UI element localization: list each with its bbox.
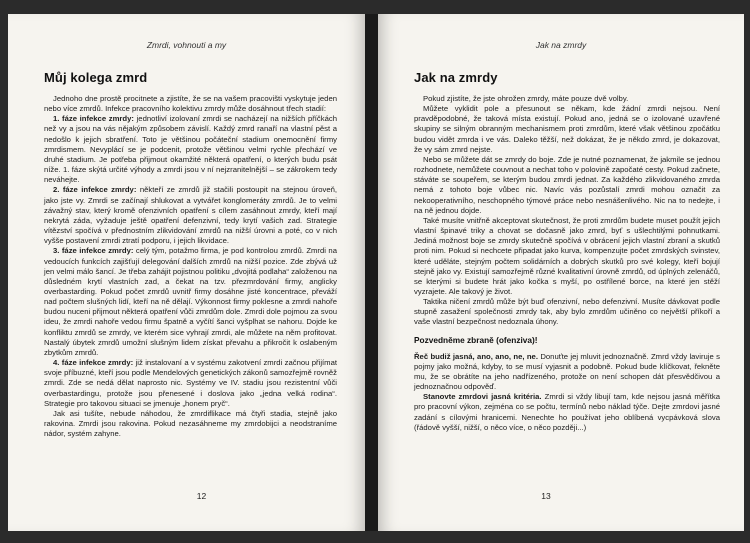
phase2-label: 2. fáze infekce zmrdy:	[53, 185, 137, 195]
right-paragraph-7	[414, 392, 720, 433]
phase1-paragraph	[44, 114, 337, 185]
phase4-paragraph	[44, 358, 337, 409]
right-paragraph-1: Pokud zjistíte, že jste ohrožen zmrdy, máte pouze dvě volby.	[423, 94, 629, 103]
phase1-label: 1. fáze infekce zmrdy:	[53, 114, 134, 124]
para6-label: Řeč budiž jasná, ano, ano, ne, ne.	[414, 351, 538, 361]
phase4-label: 4. fáze infekce zmrdy:	[53, 358, 134, 368]
right-paragraph-5: Taktika ničení zmrdů může být buď ofenzivní, nebo defenzivní. Musíte dávkovat podle stupně zasažení společnosti zmrdy tak, aby bylo zmrdům učiněno co největší příkoří a vaše vlastní bezpečnost nedoznala úhony.	[414, 297, 720, 327]
phase4-text: již instalovaní a v systému zakotvení zmrdi začnou přijímat svoje příbuzné, kteří jsou podle Mendelových genetických zákonů samozřejmě rovněž zmrdi. Zde se nedá dělat naprosto nic. Systémy ve IV. stadiu jsou rezistentní vůči overbastardingu, protože jsou přenesené i doslova jako „jedna velká rodina“. Strategie pro takovou situaci se jmenuje „honem pryč“.	[44, 358, 337, 408]
right-paragraph-6	[414, 352, 720, 393]
left-page-content	[44, 70, 337, 505]
left-intro-paragraph: Jednoho dne prostě procitnete a zjistíte, že se na vašem pracovišti vyskytuje jeden nebo více zmrdů. Infekce pracovního kolektivu zmrdy může dosáhnout třech stadií:	[44, 94, 337, 114]
right-page	[378, 14, 744, 531]
phase2-paragraph	[44, 185, 337, 246]
phase2-text: někteří ze zmrdů již stačili postoupit na stejnou úroveň, jako jste vy. Zmrdi se začínají shlukovat a vytvářet konglomeráty zmrdů. Je to velmi závažný stav, který kromě ofenzivních opatření s cílem zasáhnout zmrdy, kteří mají nekrytá záda, vyžaduje ještě opatření defenzivní, tedy krytí vašich zad. Strategie vítězství spočívá v přednostním zlikvidování zmrdů na nižší úrovni a poté, co v nich vyšše postavení zmrdi ztratí podporu, i jejich likvidace.	[44, 185, 338, 246]
offensive-subheading: Pozvedněme zbraně (ofenziva)!	[414, 334, 538, 345]
phase3-label: 3. fáze infekce zmrdy:	[53, 246, 134, 256]
right-chapter-title: Jak na zmrdy	[414, 70, 498, 85]
para7-label: Stanovte zmrdovi jasná kritéria.	[423, 392, 542, 402]
phase3-paragraph	[44, 246, 337, 358]
right-paragraph-3: Nebo se můžete dát se zmrdy do boje. Zde je nutné poznamenat, že jakmile se jednou rozhodnete, nemůžete couvnout a nechat toho v polovině započaté cesty. Pokud začnete, stáváte se soupeřem, se kterým budou zmrdi jednat. Za každého zlikvidovaného zmrda nemá z tohoto boje vůbec nic. Navíc vás pozůstalí zmrdi mohou označit za nekooperativního, neschopného týmové práce nebo nesnášenlivého. Nic na to nedejte, i na ně jednou dojde.	[414, 154, 720, 215]
book-gutter	[365, 14, 378, 531]
phase3-text: celý tým, potažmo firma, je pod kontrolou zmrdů. Zmrdi na vedoucích funkcích zajišťují delegování dalších zmrdů na nižší pozice. Zde zbývá už jen velmi málo šancí. Je třeba zahájit pojistnou politiku „dvojitá podlaha“ založenou na důsledném krytí vlastních zad, a čekat na tzv. přezmrdování firmy, anglicky overbastarding. Pokud počet zmrdů uvnitř firmy dosáhne jisté koncentrace, převáží nad počtem slušných lidí, kteří na ně dělají. Výkonnost firmy poklesne a zmrdi nahoře budou nuceni přijmout některá opatření vůči zmrdům dole. Zmrdi dole pojmou za svou ideu, že zmrdi nahoře vedou firmu špatně a vyčítí šanci vyšplhat se nahoru. Dojde ke konfliktu zmrdů se zmrdy, ve kterém sice vyhrají zmrdi, ale můžete na něm profitovat. Nastalý úbytek zmrdů umožní slušným lidem získat převahu a přikročit k oslabeným zbytkům zmrdů.	[44, 246, 337, 357]
right-running-head: Jak na zmrdy	[535, 40, 587, 50]
para7-text: Zmrdi si vždy libují tam, kde nejsou jasná měřítka pro pracovní výkon, zejména co se počtu, termínů nebo náklad týče. Dejte zmrdovi jasné zadání s cílovými hranicemi. Nenechte ho používat jeho oblíbená vycpávková slova (řádově vyšší, nižší, o něco více, o něco později...)	[414, 392, 720, 432]
right-paragraph-4: Také musíte vnitřně akceptovat skutečnost, že proti zmrdům budete muset použít jejich vlastní špinavé triky a chovat se dočasně jako zmrd, byť s ušlechtilými pohnutkami. Jediná možnost boje se zmrdy skutečně spočívá v obrácení jejich vlastní zbraní a skutků proti nim. Pokud si nechcete připadat jako kurva, kompenzujte počet zmrdských svinstev, které uděláte, stejným počtem solidárních a dobrých skutků pro své kolegy, kteří bojují stejně jako vy. Existují samozřejmě různé kvalitativní úrovně zmrdů, od úplných zelenáčů, se kterými si budete hrát jako kočka s myší, po ostřílené borce, na které jen stěží vyzrajete. Ale takový je život.	[414, 215, 720, 296]
right-page-content	[414, 70, 720, 505]
right-paragraph-2: Můžete vyklidit pole a přesunout se někam, kde žádní zmrdi nejsou. Není pravděpodobné, že taková místa existují. Pokud ano, jedná se o izolované uzavřené skupiny se silným obranným mechanismem proti zmrdům, které však většinou zpočátku budou vidět zmrda i ve vás. Daleko těžší, než dokázat, že je někdo zmrd, je dokazovat, že vy sám zmrd nejste.	[414, 104, 720, 154]
left-running-head: Zmrdi, vohnouti a my	[146, 40, 227, 50]
para6-text: Donuťte jej mluvit jednoznačně. Zmrd vždy laviruje s pojmy jako možná, kdyby, to se musí vyjasnit a podobně. Pokud bude klíčkovat, řekněte mu, že se obrátíte na jeho nadřízeného, protože on není schopen dát přesvědčivou a jednoznačnou odpověď.	[414, 351, 720, 392]
right-page-number: 13	[541, 491, 551, 501]
phase1-text: jednotliví izolovaní zmrdi se nacházejí na nižších příčkách než vy a jsou na vás nějakým způsobem závislí. Každý zmrd ranaří na vlastní pěst a nedošlo k jejich sbratření. Toto je většinou počáteční stadium onemocnění firmy zmrdismem. Nevyplácí se je podcenit, protože většinou velmi rychle přechází ve druhé stadium. Je potřeba přijmout okamžité některá opatření, o kterých budu psát níže. 1. fáze skýtá určité výhody a zmrdi jsou v ní nejzranitelnější – se zákrokem tedy neváhejte.	[44, 114, 338, 185]
left-closing-paragraph: Jak asi tušíte, nebude náhodou, že zmrdiflikace má čtyři stadia, stejně jako rakovina. Zmrdi jsou rakovina. Pokud nezasáhneme my zmrdobijci a neodstraníme nádor, systém zahyne.	[44, 408, 337, 439]
left-chapter-title: Můj kolega zmrd	[44, 70, 148, 85]
left-page	[8, 14, 365, 531]
left-page-number: 12	[196, 491, 207, 501]
